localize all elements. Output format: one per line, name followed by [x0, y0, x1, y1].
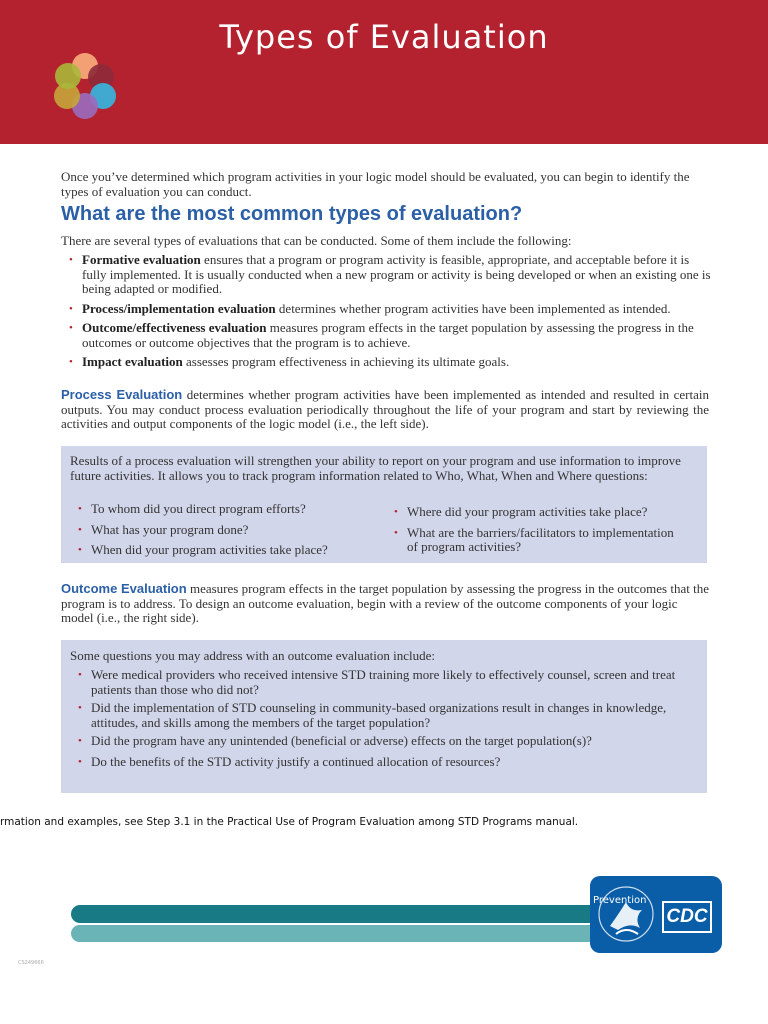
outcome-box-intro: Some questions you may address with an outcome evaluation include:	[70, 648, 436, 663]
outcome-questions-box	[61, 640, 707, 793]
process-questions-left	[70, 502, 390, 558]
evaluation-types-list	[61, 253, 715, 370]
list-item: • Were medical providers who received intensive STD training more likely to effectively counsel, screen and treat patients than those who did not?	[70, 668, 700, 697]
list-item: • To whom did you direct program efforts?	[70, 502, 390, 517]
intro-paragraph: Once you’ve determined which program activities in your logic model should be evaluated, you can begin to identify the types of evaluation you can conduct.	[61, 169, 690, 199]
cdc-badge	[590, 876, 722, 953]
process-questions-box	[61, 446, 707, 563]
type-term: Formative evaluation	[82, 252, 201, 267]
list-item: • What has your program done?	[70, 523, 390, 538]
type-term: Impact evaluation	[82, 354, 183, 369]
prevention-label: Prevention	[593, 895, 647, 906]
outcome-evaluation-text: measures program effects in the target population by assessing the progress in the outcomes that the program is to address. To design an outcome evaluation, begin with a review of the outcome components of your logic model (i.e., the right side).	[61, 581, 709, 625]
process-evaluation-text: determines whether program activities have been implemented as intended and resulted in certain outputs. You may conduct process evaluation periodically throughout the life of your program and start by reviewing the activities and output components of the logic model (i.e., the left side).	[61, 387, 709, 431]
colorful-circles-logo-icon	[52, 50, 118, 122]
type-description: ensures that a program or program activity is feasible, appropriate, and acceptable before it is fully implemented. It is usually conducted when a new program or activity is being developed or when an existing one is being adapted or modified.	[82, 252, 711, 296]
document-code: CS249666	[18, 960, 44, 966]
outcome-evaluation-paragraph	[61, 582, 709, 626]
list-item	[61, 355, 715, 370]
type-description: determines whether program activities have been implemented as intended.	[275, 300, 671, 316]
process-evaluation-term: Process Evaluation	[61, 387, 183, 402]
hhs-eagle-seal-icon	[596, 882, 656, 946]
page-title: Types of Evaluation	[219, 18, 549, 56]
types-lead-text: There are several types of evaluations that can be conducted. Some of them include the following:	[61, 233, 572, 248]
process-questions-right	[386, 505, 686, 555]
outcome-questions-list	[70, 668, 700, 769]
resources-note: rmation and examples, see Step 3.1 in the Practical Use of Program Evaluation among STD Programs manual.	[0, 816, 579, 828]
process-evaluation-paragraph	[61, 388, 709, 432]
list-item	[61, 321, 715, 350]
footer-bar-light	[71, 925, 631, 942]
type-term: Process/implementation evaluation	[82, 300, 276, 316]
cdc-logo: CDC	[662, 901, 712, 933]
type-term: Outcome/effectiveness evaluation	[82, 320, 267, 335]
list-item: • When did your program activities take place?	[70, 543, 390, 558]
section-heading: What are the most common types of evaluation?	[61, 203, 523, 225]
list-item: • What are the barriers/facilitators to implementation of program activities?	[386, 526, 686, 555]
list-item	[61, 253, 715, 297]
footer-bar-dark	[71, 905, 631, 923]
list-item: • Do the benefits of the STD activity justify a continued allocation of resources?	[70, 755, 700, 770]
type-description: measures program effects in the target population by assessing the progress in the outcomes or outcome objectives that the program is to achieve.	[82, 320, 694, 350]
list-item: • Did the implementation of STD counseling in community-based organizations result in changes in knowledge, attitudes, and skills among the members of the target population?	[70, 701, 700, 730]
header-banner	[0, 0, 768, 144]
process-box-intro: Results of a process evaluation will strengthen your ability to report on your program and use information to improve future activities. It allows you to track program information related to Who, What, When and Where questions:	[70, 453, 681, 483]
outcome-evaluation-term: Outcome Evaluation	[61, 581, 187, 596]
list-item: • Did the program have any unintended (beneficial or adverse) effects on the target population(s)?	[70, 734, 700, 749]
list-item: • Where did your program activities take place?	[386, 505, 686, 520]
type-description: assesses program effectiveness in achieving its ultimate goals.	[182, 354, 510, 369]
list-item	[61, 302, 715, 317]
